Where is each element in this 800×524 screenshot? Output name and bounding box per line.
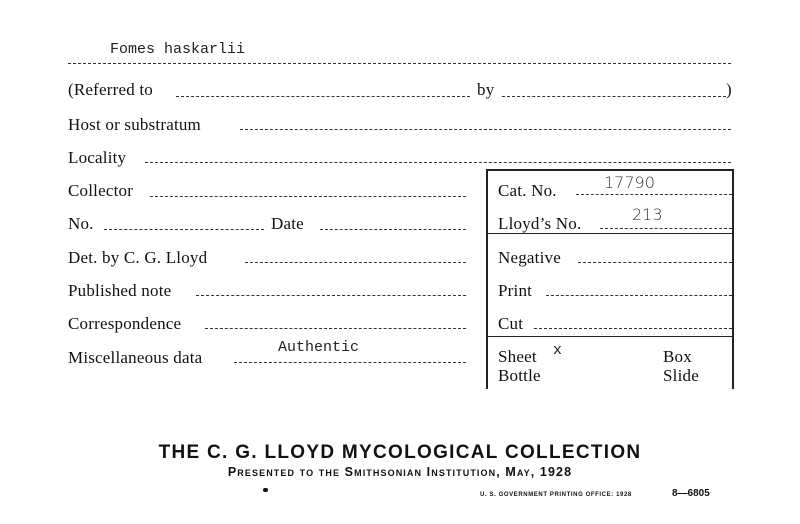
referred-to-label: (Referred to <box>68 80 153 99</box>
by-label: by <box>477 80 495 99</box>
box-divider-2 <box>487 336 733 337</box>
specimen-name: Fomes haskarlii <box>110 41 246 58</box>
cut-line <box>534 328 732 329</box>
misc-data-line <box>234 362 466 363</box>
host-line <box>240 129 731 130</box>
cat-no-value: 17790 <box>604 173 655 192</box>
no-line <box>104 229 264 230</box>
ink-spot <box>263 488 268 492</box>
correspondence-label: Correspondence <box>68 314 182 333</box>
cat-no-line <box>576 194 732 195</box>
negative-line <box>578 262 732 263</box>
referred-to-line <box>176 96 470 97</box>
box-top-border <box>487 169 733 171</box>
lloyds-no-label: Lloyd’s No. <box>498 214 582 233</box>
slide-label: Slide <box>663 366 699 385</box>
box-left-border <box>486 169 488 389</box>
misc-data-value: Authentic <box>278 339 360 356</box>
collection-title: THE C. G. LLOYD MYCOLOGICAL COLLECTION <box>158 442 642 463</box>
box-right-border <box>732 169 734 389</box>
collector-line <box>150 196 466 197</box>
bottle-label: Bottle <box>498 366 541 385</box>
print-label: Print <box>498 281 533 300</box>
locality-line <box>145 162 731 163</box>
lloyds-no-value: 213 <box>632 205 663 224</box>
no-label: No. <box>68 214 94 233</box>
form-code: 8—6805 <box>672 488 710 499</box>
negative-label: Negative <box>498 248 561 267</box>
collector-label: Collector <box>68 181 134 200</box>
box-divider-1 <box>487 233 733 234</box>
published-note-line <box>196 295 466 296</box>
collection-subtitle: Presented to the Smithsonian Institution, May, 1928 <box>227 465 573 479</box>
box-label: Box <box>663 347 692 366</box>
date-line <box>320 229 466 230</box>
sheet-label: Sheet <box>498 347 537 366</box>
close-paren: ) <box>726 80 732 99</box>
published-note-label: Published note <box>68 281 172 300</box>
det-by-line <box>245 262 466 263</box>
lloyds-no-line <box>600 228 732 229</box>
cat-no-label: Cat. No. <box>498 181 557 200</box>
misc-data-label: Miscellaneous data <box>68 348 203 367</box>
printer-imprint: U. S. GOVERNMENT PRINTING OFFICE: 1928 <box>480 492 632 498</box>
correspondence-line <box>205 328 466 329</box>
host-label: Host or substratum <box>68 115 201 134</box>
locality-label: Locality <box>68 148 127 167</box>
print-line <box>546 295 732 296</box>
sheet-mark: x <box>553 342 563 359</box>
det-by-label: Det. by C. G. Lloyd <box>68 248 208 267</box>
date-label: Date <box>271 214 304 233</box>
cut-label: Cut <box>498 314 524 333</box>
specimen-name-line <box>68 63 731 64</box>
by-line <box>502 96 726 97</box>
